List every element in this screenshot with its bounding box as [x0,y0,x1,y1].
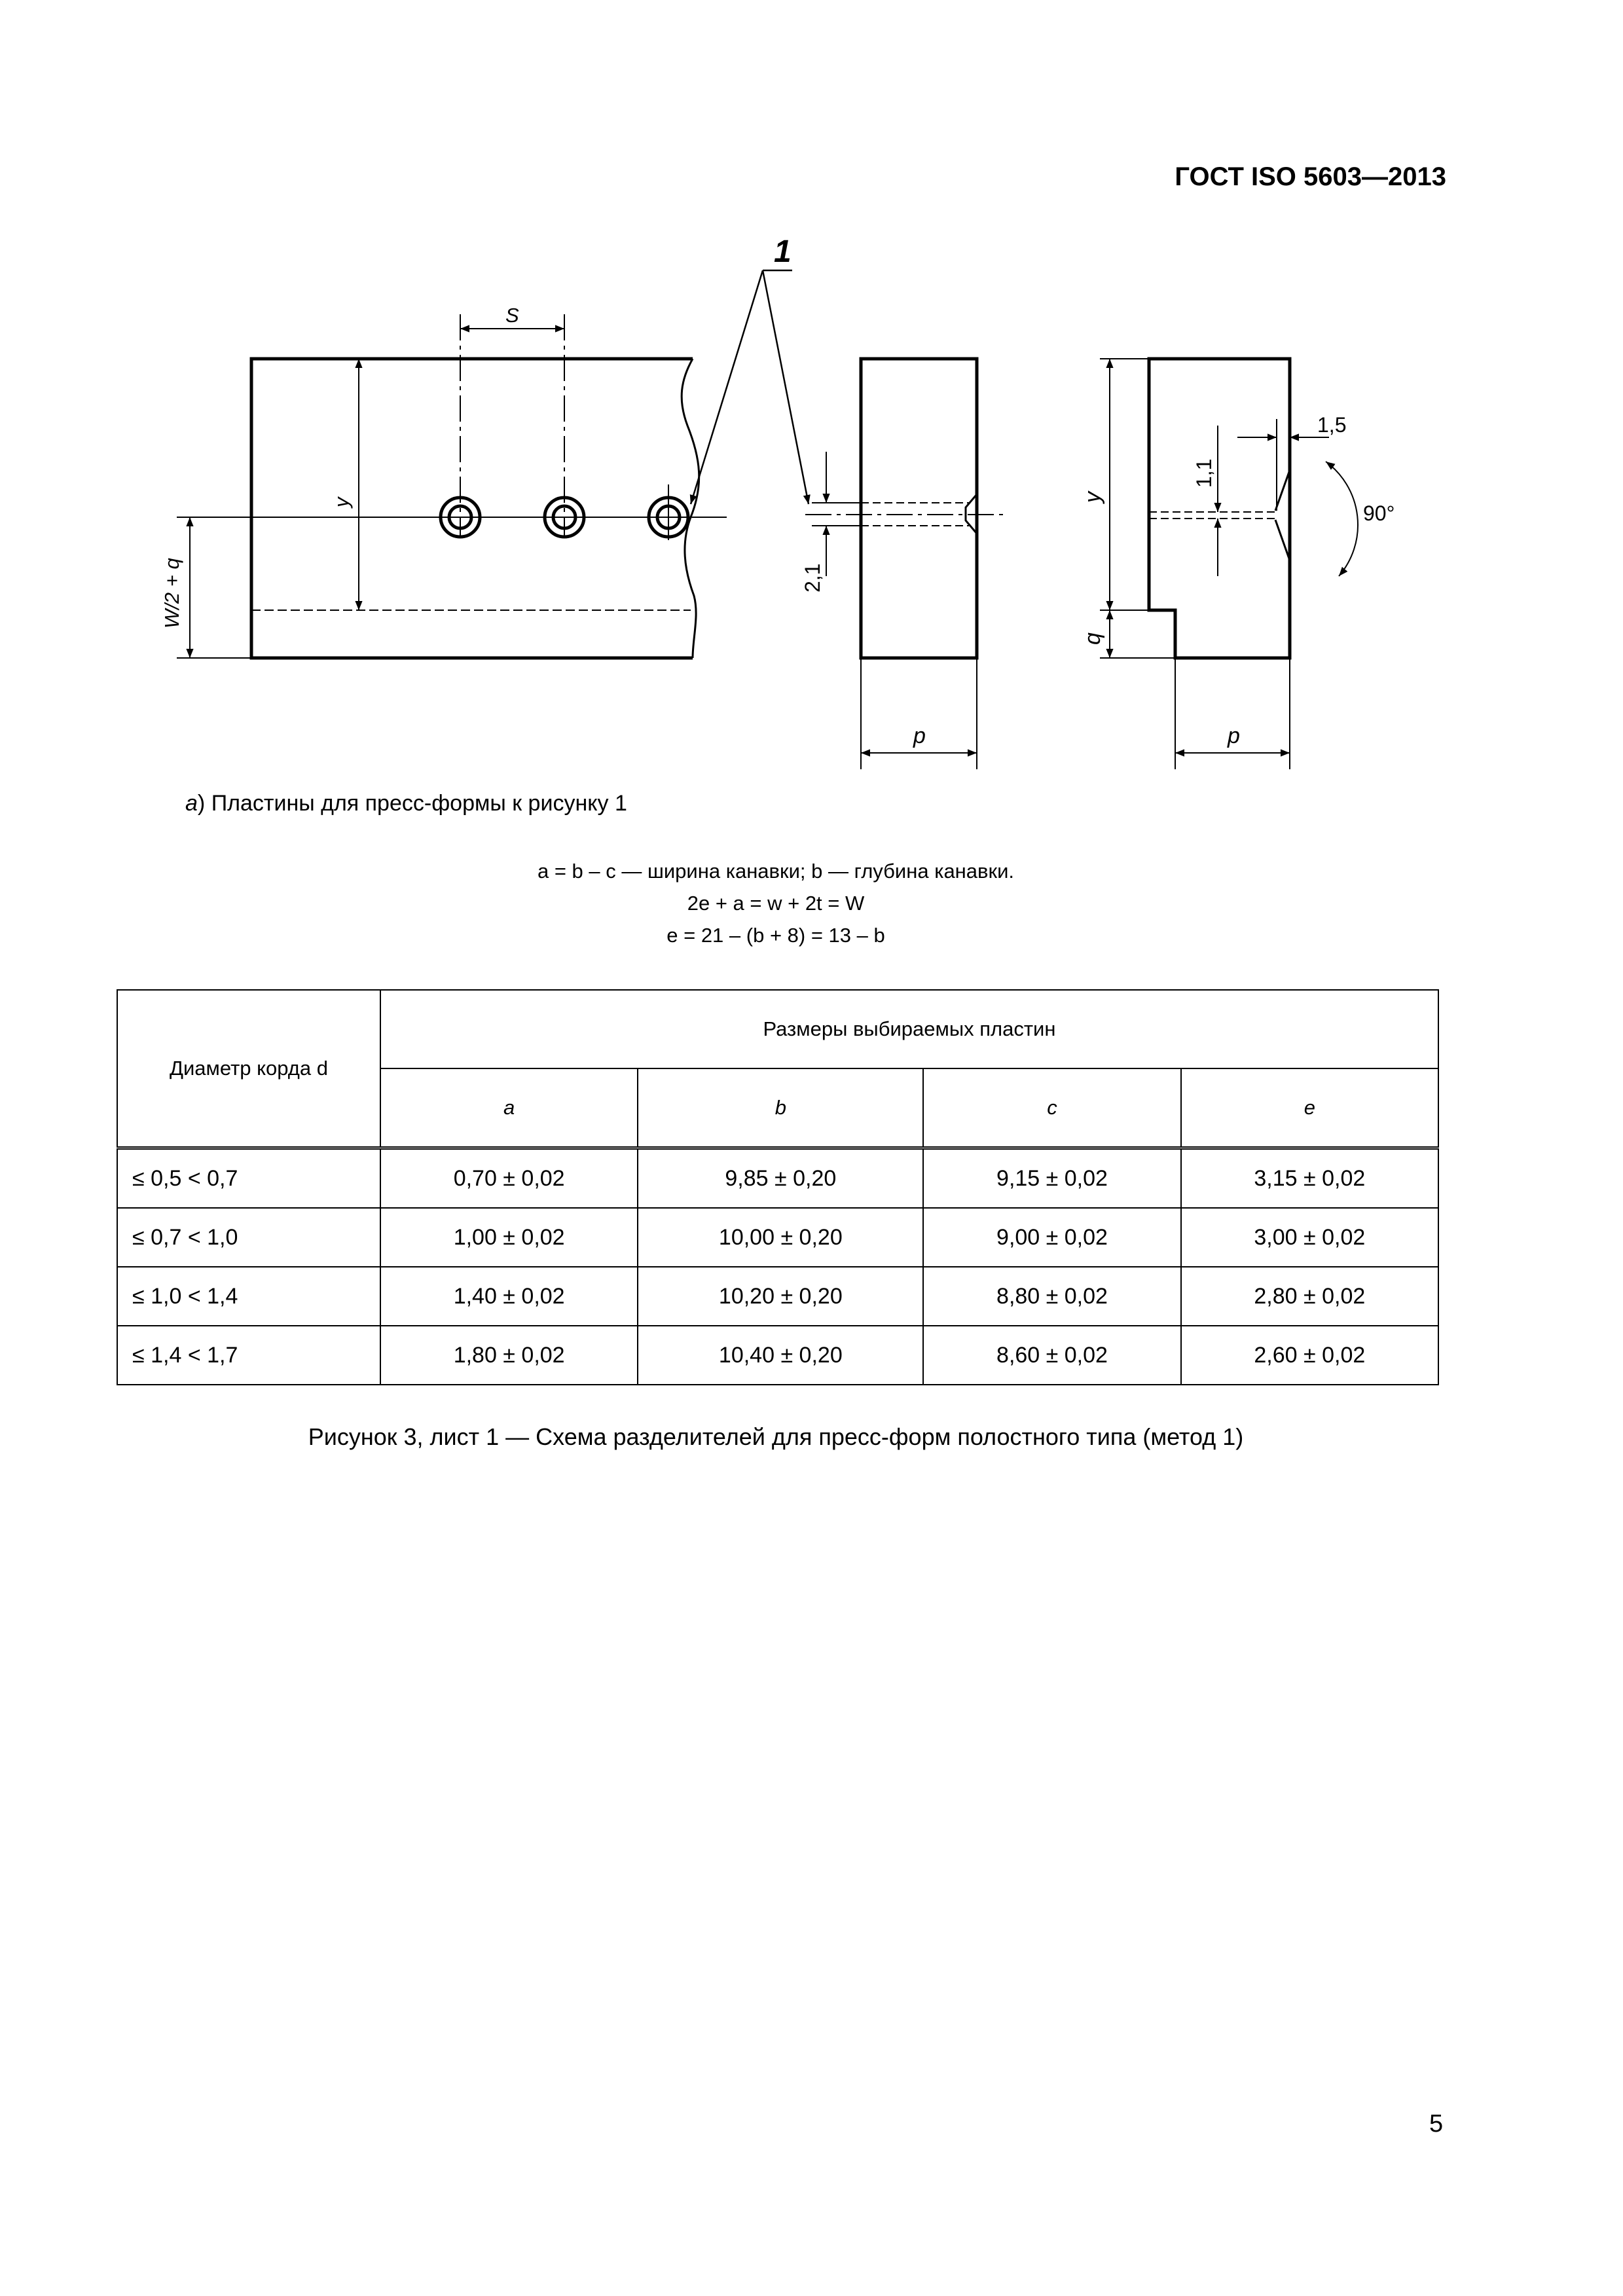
col-header-c: c [923,1068,1180,1148]
table-row [117,1267,1438,1326]
row-diameter: ≤ 1,4 < 1,7 [117,1326,380,1385]
formula-line-2: 2e + a = w + 2t = W [687,892,865,915]
label-p-side: p [913,723,926,748]
cell-c: 9,15 ± 0,02 [923,1148,1180,1209]
label-2-1: 2,1 [801,563,824,592]
technical-drawing [0,0,1623,786]
callout-number: 1 [774,234,792,269]
table-row [117,1208,1438,1267]
cell-a: 0,70 ± 0,02 [380,1148,638,1209]
formula-line-1: a = b – c — ширина канавки; b — глубина канавки. [537,860,1014,883]
plate-side-view [805,359,1008,769]
label-1-1: 1,1 [1192,458,1216,488]
label-q: q [1080,632,1105,645]
label-y-stepped: y [1080,492,1105,503]
subfigure-letter: а [185,791,198,816]
subfigure-text: ) Пластины для пресс-формы к рисунку 1 [197,791,627,816]
cell-b: 9,85 ± 0,20 [638,1148,923,1209]
row-diameter: ≤ 1,0 < 1,4 [117,1267,380,1326]
col-header-a: a [380,1068,638,1148]
cell-e: 2,80 ± 0,02 [1181,1267,1438,1326]
figure-caption: Рисунок 3, лист 1 — Схема разделителей для пресс-форм полостного типа (метод 1) [308,1423,1244,1450]
formula-line-3: e = 21 – (b + 8) = 13 – b [666,924,885,947]
cell-b: 10,40 ± 0,20 [638,1326,923,1385]
cell-a: 1,40 ± 0,02 [380,1267,638,1326]
subfigure-caption [185,791,627,816]
table-group-header: Размеры выбираемых пластин [380,990,1438,1068]
table-row [117,1326,1438,1385]
cell-b: 10,00 ± 0,20 [638,1208,923,1267]
label-1-5: 1,5 [1317,413,1347,437]
row-diameter: ≤ 0,5 < 0,7 [117,1148,380,1209]
plate-front-view [177,314,727,658]
col-header-b: b [638,1068,923,1148]
cell-a: 1,80 ± 0,02 [380,1326,638,1385]
label-y-front: y [330,497,353,507]
cell-e: 3,00 ± 0,02 [1181,1208,1438,1267]
label-w2q: W/2 + q [160,558,183,629]
label-p-stepped: p [1228,723,1240,748]
document-id: ГОСТ ISO 5603—2013 [1175,162,1446,191]
page-number: 5 [1429,2110,1444,2138]
cell-e: 3,15 ± 0,02 [1181,1148,1438,1209]
cell-c: 8,60 ± 0,02 [923,1326,1180,1385]
label-90: 90° [1363,501,1395,525]
dimensions-table [117,989,1439,1385]
cell-c: 8,80 ± 0,02 [923,1267,1180,1326]
label-s: S [505,304,519,327]
row-diameter: ≤ 0,7 < 1,0 [117,1208,380,1267]
callout-leaders [691,270,809,504]
cell-e: 2,60 ± 0,02 [1181,1326,1438,1385]
table-row [117,1148,1438,1209]
table-corner-header: Диаметр корда d [117,990,380,1148]
cell-c: 9,00 ± 0,02 [923,1208,1180,1267]
cell-a: 1,00 ± 0,02 [380,1208,638,1267]
col-header-e: e [1181,1068,1438,1148]
cell-b: 10,20 ± 0,20 [638,1267,923,1326]
